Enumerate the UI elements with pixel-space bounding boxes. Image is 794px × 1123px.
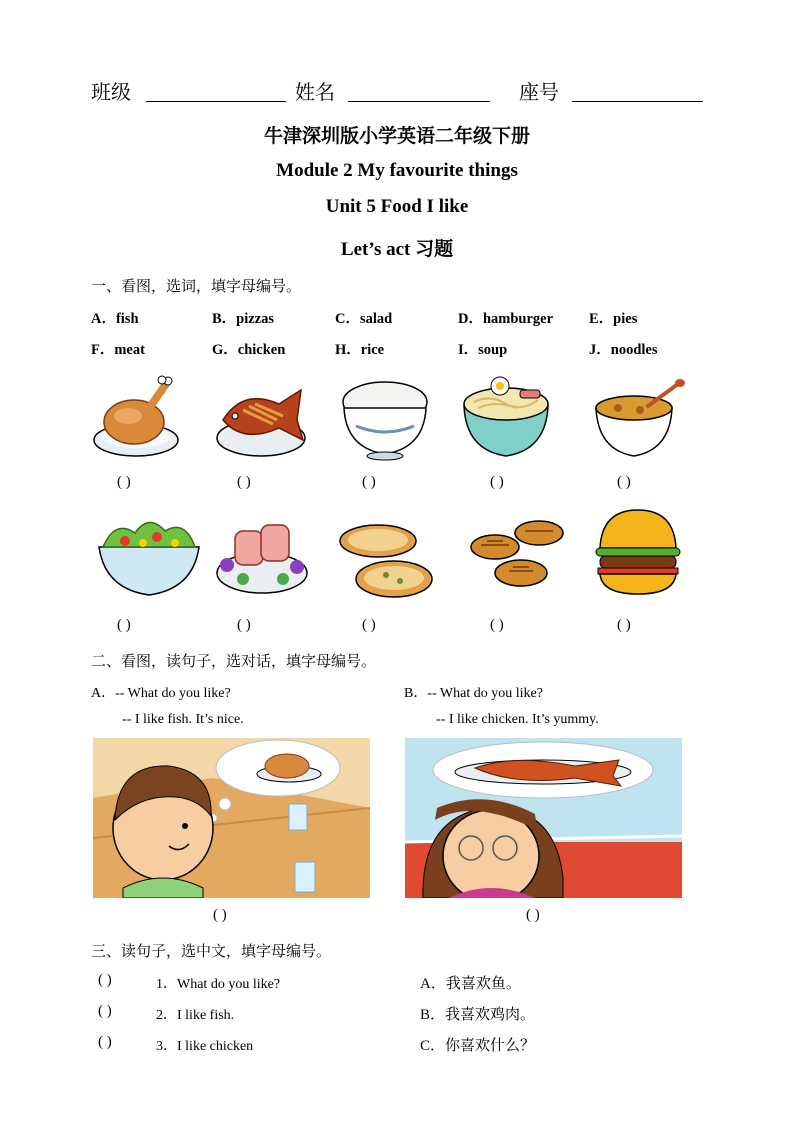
answer-blank-1[interactable]: ( ) [117, 474, 131, 490]
seat-label: 座号 [519, 82, 559, 104]
seat-field[interactable] [572, 101, 703, 102]
name-field[interactable] [348, 101, 490, 102]
option-e: E．pies [589, 311, 638, 327]
hamburger-picture [592, 506, 684, 598]
section3-heading: 三、读句子，选中文，填字母编号。 [91, 944, 332, 960]
option-f: F．meat [91, 342, 145, 358]
section2-heading: 二、看图，读句子，选对话，填字母编号。 [91, 654, 377, 670]
option-a: A．fish [91, 311, 139, 327]
option-c: C．salad [335, 311, 393, 327]
boy-thinking-picture [93, 738, 370, 898]
girl-thinking-picture [405, 738, 682, 898]
section1-heading: 一、看图，选词，填字母编号。 [91, 279, 302, 295]
module-title: Module 2 My favourite things [276, 160, 518, 181]
name-label: 姓名 [295, 82, 335, 104]
pizzas-picture [338, 517, 434, 605]
dialog-b-answer: -- I like chicken. It’s yummy. [436, 712, 599, 727]
section3-choice-a: A．我喜欢鱼。 [420, 976, 521, 992]
pies-picture [467, 515, 565, 597]
soup-bowl-picture [592, 378, 687, 463]
answer-blank-8[interactable]: ( ) [362, 617, 376, 633]
section3-blank-2[interactable]: ( ) [98, 1003, 112, 1019]
answer-blank-5[interactable]: ( ) [617, 474, 631, 490]
answer-blank-2[interactable]: ( ) [237, 474, 251, 490]
option-h: H．rice [335, 342, 385, 358]
section3-blank-3[interactable]: ( ) [98, 1034, 112, 1050]
section3-sentence-2: 2．I like fish. [156, 1008, 235, 1023]
option-j: J．noodles [589, 342, 658, 358]
roast-chicken-picture [88, 370, 183, 465]
dialog-b-blank[interactable]: ( ) [526, 907, 540, 923]
option-d: D．hamburger [458, 311, 554, 327]
section3-sentence-1: 1．What do you like? [156, 977, 281, 992]
section3-choice-c: C．你喜欢什么？ [420, 1038, 536, 1054]
answer-blank-10[interactable]: ( ) [617, 617, 631, 633]
answer-blank-6[interactable]: ( ) [117, 617, 131, 633]
section3-sentence-3: 3．I like chicken [156, 1039, 254, 1054]
answer-blank-3[interactable]: ( ) [362, 474, 376, 490]
class-field[interactable] [146, 101, 286, 102]
dialog-a-blank[interactable]: ( ) [213, 907, 227, 923]
answer-blank-9[interactable]: ( ) [490, 617, 504, 633]
section3-choice-b: B．我喜欢鸡肉。 [420, 1007, 536, 1023]
book-title: 牛津深圳版小学英语二年级下册 [263, 126, 530, 147]
unit-title: Unit 5 Food I like [325, 196, 469, 217]
dialog-a-answer: -- I like fish. It’s nice. [122, 712, 244, 727]
lesson-title: Let’s act 习题 [340, 239, 454, 260]
noodles-bowl-picture [460, 372, 552, 462]
rice-bowl-picture [338, 372, 433, 462]
class-label: 班级 [91, 82, 131, 104]
salad-bowl-picture [95, 513, 203, 599]
option-g: G．chicken [212, 342, 286, 358]
fish-dish-picture [213, 370, 308, 465]
dialog-b-question: B．-- What do you like? [404, 686, 543, 701]
answer-blank-4[interactable]: ( ) [490, 474, 504, 490]
section3-blank-1[interactable]: ( ) [98, 972, 112, 988]
dialog-a-question: A．-- What do you like? [91, 686, 231, 701]
answer-blank-7[interactable]: ( ) [237, 617, 251, 633]
meat-plate-picture [213, 513, 311, 599]
option-b: B．pizzas [212, 311, 275, 327]
option-i: I．soup [458, 342, 508, 358]
